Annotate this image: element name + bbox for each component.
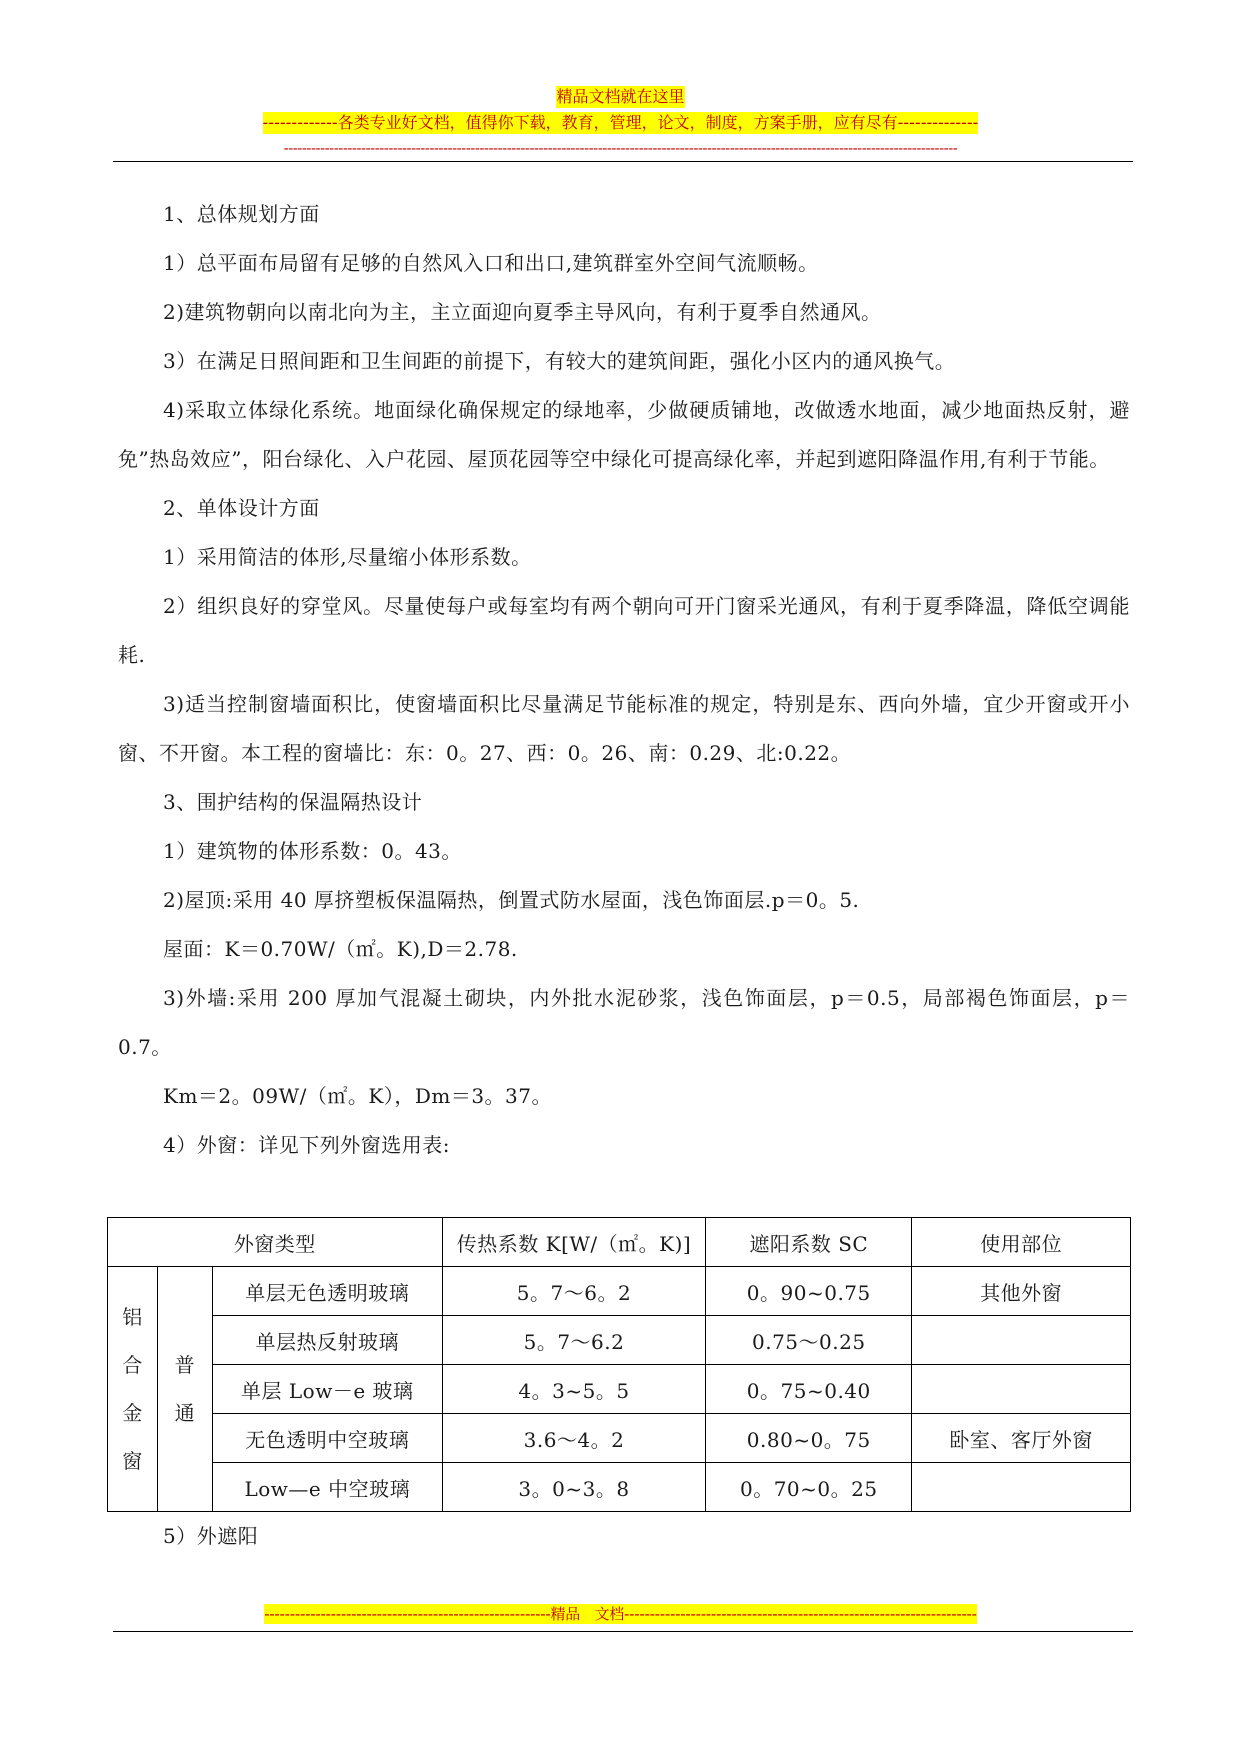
- paragraph: 5）外遮阳: [163, 1524, 259, 1548]
- cell-type: 无色透明中空玻璃: [212, 1414, 442, 1463]
- window-selection-table: [107, 1217, 1131, 1512]
- header-divider: [113, 161, 1133, 162]
- paragraph: 3）在满足日照间距和卫生间距的前提下，有较大的建筑间距，强化小区内的通风换气。: [163, 349, 956, 373]
- paragraph: Km＝2。09W/（㎡。K），Dm＝3。37。: [163, 1084, 552, 1108]
- section-heading: 3、围护结构的保温隔热设计: [163, 790, 423, 814]
- cell-use: 其他外窗: [912, 1267, 1131, 1316]
- cell-sc: 0.80~0。75: [706, 1414, 912, 1463]
- paragraph: 2）组织良好的穿堂风。尽量使每户或每室均有两个朝向可开门窗采光通风，有利于夏季降温，降低空调能耗.: [118, 594, 1130, 667]
- header-title-row: [0, 86, 1241, 108]
- footer: [0, 1604, 1241, 1624]
- header-cell: 传热系数 K[W/（㎡。K)]: [442, 1218, 706, 1267]
- table-row: [108, 1267, 1131, 1316]
- cell-type: 单层 Low－e 玻璃: [212, 1365, 442, 1414]
- group-char: 普: [174, 1353, 196, 1377]
- group-cell-aluminum: [108, 1267, 158, 1512]
- cell-use: [912, 1365, 1131, 1414]
- cell-sc: 0。90~0.75: [706, 1267, 912, 1316]
- group-cell-ordinary: [157, 1267, 212, 1512]
- group-char: 金: [122, 1401, 143, 1425]
- paragraph: 1）建筑物的体形系数：0。43。: [163, 839, 462, 863]
- paragraph: 1）总平面布局留有足够的自然风入口和出口,建筑群室外空间气流顺畅。: [163, 251, 819, 275]
- cell-k: 3.6～4。2: [442, 1414, 706, 1463]
- table-row: [108, 1463, 1131, 1512]
- cell-use: 卧室、客厅外窗: [912, 1414, 1131, 1463]
- paragraph: 3)适当控制窗墙面积比，使窗墙面积比尽量满足节能标准的规定，特别是东、西向外墙，宜少开窗或开小窗、不开窗。本工程的窗墙比：东：0。27、西：0。26、南：0.29、北:0.22。: [118, 692, 1130, 765]
- footer-divider: [113, 1631, 1133, 1632]
- cell-sc: 0。75~0.40: [706, 1365, 912, 1414]
- header-tagline-row: [0, 112, 1241, 134]
- table-header-row: [108, 1218, 1131, 1267]
- section-heading: 1、总体规划方面: [163, 202, 320, 226]
- header-cell: 使用部位: [912, 1218, 1131, 1267]
- header-cell: 遮阳系数 SC: [706, 1218, 912, 1267]
- cell-use: [912, 1463, 1131, 1512]
- cell-use: [912, 1316, 1131, 1365]
- header-tagline: -------------各类专业好文档，值得你下载，教育，管理，论文，制度，方案手册，应有尽有--------------: [262, 113, 979, 132]
- cell-k: 5。7～6。2: [442, 1267, 706, 1316]
- footer-text: --------------------------------------------------------精品 文档---------------------------------------------------------------------: [264, 1605, 977, 1623]
- paragraph: 4)采取立体绿化系统。地面绿化确保规定的绿地率，少做硬质铺地，改做透水地面，减少地面热反射，避免”热岛效应”，阳台绿化、入户花园、屋顶花园等空中绿化可提高绿化率，并起到遮阳降温作用,有利于节能。: [118, 398, 1130, 471]
- cell-k: 3。0~3。8: [442, 1463, 706, 1512]
- group-char: 窗: [122, 1449, 143, 1473]
- cell-k: 5。7～6.2: [442, 1316, 706, 1365]
- table-row: [108, 1365, 1131, 1414]
- paragraph: 1）采用简洁的体形,尽量缩小体形系数。: [163, 545, 532, 569]
- header-dash-row: [0, 138, 1241, 157]
- header-cell: 外窗类型: [108, 1218, 443, 1267]
- table-row: [108, 1316, 1131, 1365]
- cell-type: Low—e 中空玻璃: [212, 1463, 442, 1512]
- paragraph: 3)外墙:采用 200 厚加气混凝土砌块，内外批水泥砂浆，浅色饰面层，p＝0.5，局部褐色饰面层，p＝0.7。: [118, 986, 1130, 1059]
- cell-sc: 0。70~0。25: [706, 1463, 912, 1512]
- cell-type: 单层热反射玻璃: [212, 1316, 442, 1365]
- paragraph: 2)建筑物朝向以南北向为主，主立面迎向夏季主导风向，有利于夏季自然通风。: [163, 300, 882, 324]
- cell-sc: 0.75～0.25: [706, 1316, 912, 1365]
- paragraph: 4）外窗：详见下列外窗选用表:: [163, 1133, 450, 1157]
- group-char: 合: [122, 1353, 143, 1377]
- group-char: 铝: [122, 1305, 143, 1329]
- cell-k: 4。3~5。5: [442, 1365, 706, 1414]
- section-heading: 2、单体设计方面: [163, 496, 320, 520]
- cell-type: 单层无色透明玻璃: [212, 1267, 442, 1316]
- header-dash-line: ----------------------------------------------------------------------------------------------------------------------------------------------------: [283, 141, 958, 157]
- document-body: [118, 190, 1130, 1170]
- group-char: 通: [174, 1401, 196, 1425]
- paragraph: 2)屋顶:采用 40 厚挤塑板保温隔热，倒置式防水屋面，浅色饰面层.p＝0。5.: [163, 888, 860, 912]
- header-title: 精品文档就在这里: [556, 87, 685, 106]
- table-row: [108, 1414, 1131, 1463]
- paragraph: 屋面：K＝0.70W/（㎡。K),D＝2.78.: [163, 937, 518, 961]
- after-table-block: [118, 1512, 1130, 1561]
